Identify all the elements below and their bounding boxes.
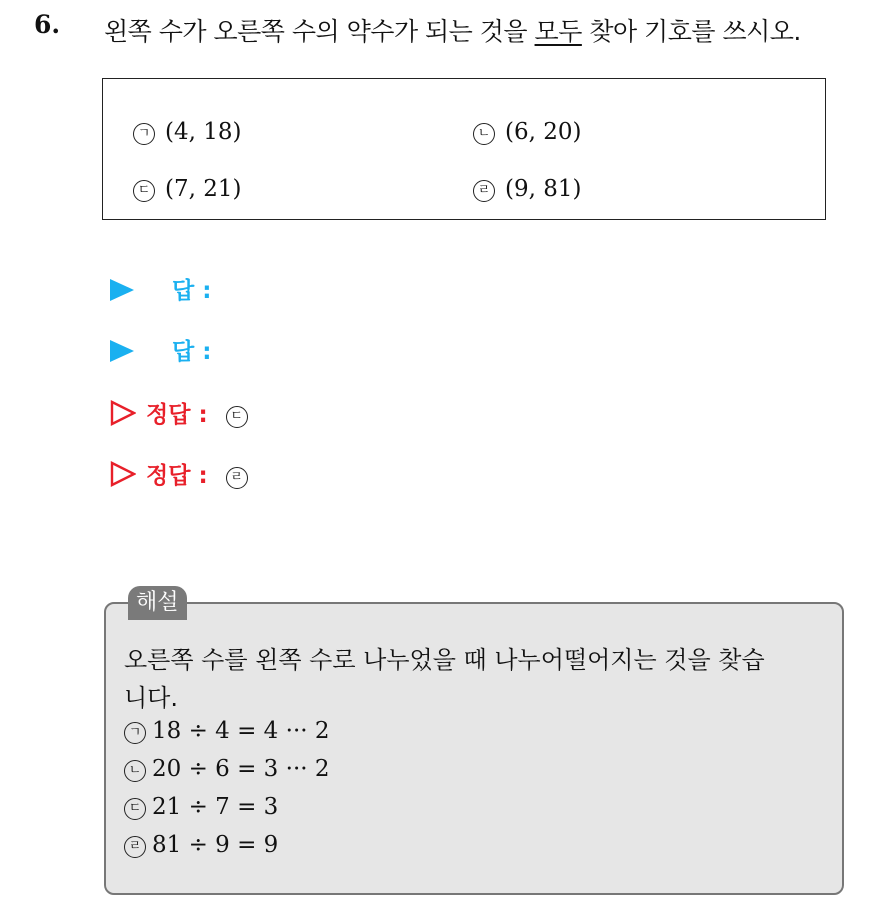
question-number: 6. [34, 10, 61, 39]
equation-expr: 20 ÷ 6 = 3 ··· 2 [152, 756, 330, 782]
solution-line-2: 니다. [124, 684, 178, 712]
filled-triangle-icon [110, 340, 134, 362]
equation-expr: 21 ÷ 7 = 3 [152, 794, 279, 820]
choice-4 [473, 176, 581, 202]
choice-pair: (6, 20) [505, 119, 582, 145]
question-text-before: 왼쪽 수가 오른쪽 수의 약수가 되는 것을 [104, 17, 528, 46]
circled-symbol-icon: ㄹ [226, 467, 248, 489]
solution-line-1: 오른쪽 수를 왼쪽 수로 나누었을 때 나누어떨어지는 것을 찾습 [124, 646, 765, 674]
answer-prompt-1[interactable] [110, 272, 211, 305]
choice-1 [133, 119, 241, 145]
solution-equation-4 [124, 832, 278, 858]
circled-symbol-icon: ㄷ [226, 406, 248, 428]
circled-symbol-icon: ㄷ [124, 798, 146, 820]
circled-symbol-icon: ㄹ [124, 836, 146, 858]
choices-box [102, 78, 826, 220]
choice-pair: (7, 21) [165, 176, 242, 202]
solution-tag: 해설 [128, 586, 187, 620]
correct-answer-label: 정답 : [146, 402, 208, 428]
circled-symbol-icon: ㄷ [133, 180, 155, 202]
correct-answer-2 [110, 457, 248, 490]
answer-label: 답 : [172, 278, 212, 304]
circled-symbol-icon: ㄱ [124, 722, 146, 744]
circled-symbol-icon: ㄴ [124, 760, 146, 782]
solution-equation-2 [124, 756, 330, 782]
correct-answer-1 [110, 396, 248, 429]
outline-triangle-icon [110, 400, 136, 426]
choice-2 [473, 119, 581, 145]
question-text [104, 12, 801, 48]
equation-expr: 18 ÷ 4 = 4 ··· 2 [152, 718, 330, 744]
circled-symbol-icon: ㄹ [473, 180, 495, 202]
question-text-underlined: 모두 [534, 17, 582, 46]
answer-prompt-2[interactable] [110, 333, 211, 366]
correct-answer-label: 정답 : [146, 463, 208, 489]
solution-equation-1 [124, 718, 330, 744]
answer-label: 답 : [172, 339, 212, 365]
solution-equation-3 [124, 794, 278, 820]
choice-pair: (9, 81) [505, 176, 582, 202]
outline-triangle-icon [110, 461, 136, 487]
filled-triangle-icon [110, 279, 134, 301]
circled-symbol-icon: ㄱ [133, 123, 155, 145]
equation-expr: 81 ÷ 9 = 9 [152, 832, 279, 858]
choice-pair: (4, 18) [165, 119, 242, 145]
question-text-after: 찾아 기호를 쓰시오. [589, 17, 801, 46]
choice-3 [133, 176, 241, 202]
circled-symbol-icon: ㄴ [473, 123, 495, 145]
